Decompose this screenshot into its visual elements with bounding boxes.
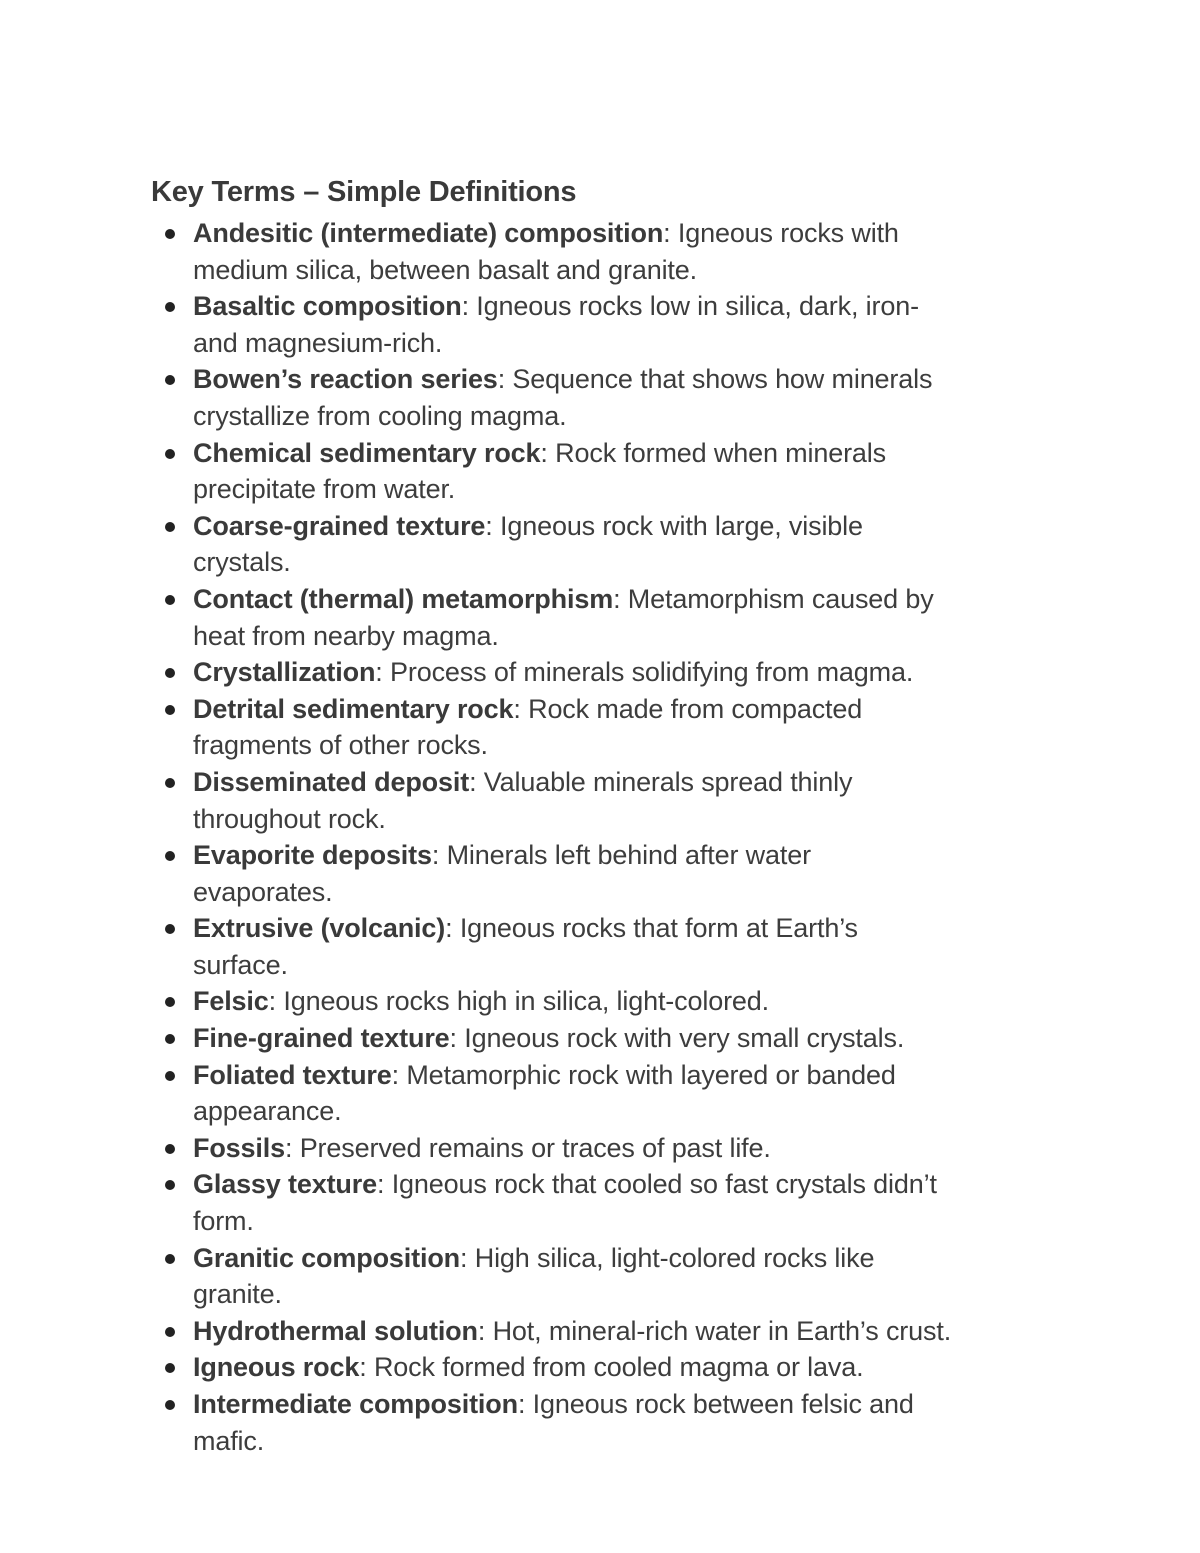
term-name: Foliated texture [193,1059,392,1090]
term-definition-continued: crystals. [193,547,291,578]
term-item [162,361,1062,434]
term-entry: Intermediate composition: Igneous rock between felsic and mafic. [193,1389,914,1456]
term-definition: Metamorphism caused by [627,583,934,614]
term-entry: Glassy texture: Igneous rock that cooled so fast crystals didn’t form. [193,1169,937,1237]
term-definition: Process of minerals solidifying from magma. [390,657,914,688]
bullet-icon [165,705,175,715]
term-entry: Contact (thermal) metamorphism: Metamorphism caused by heat from nearby magma. [193,583,934,651]
term-item [162,1386,1062,1459]
term-definition-continued: fragments of other rocks. [193,730,488,761]
term-definition: Preserved remains or traces of past life. [299,1132,771,1163]
term-definition-continued: form. [193,1206,254,1237]
term-definition-continued: mafic. [193,1425,265,1456]
term-name: Hydrothermal solution [193,1315,478,1346]
term-definition: Igneous rock with large, visible [500,510,863,541]
term-item [162,508,1062,581]
bullet-icon [165,778,175,788]
term-definition: Valuable minerals spread thinly [483,766,853,797]
term-definition: Igneous rock with very small crystals. [464,1023,905,1054]
term-item [162,581,1062,654]
bullet-icon [165,1327,175,1337]
term-definition: High silica, light-colored rocks like [474,1242,875,1273]
term-definition: Rock formed from cooled magma or lava. [373,1352,864,1383]
term-entry: Disseminated deposit: Valuable minerals spread thinly throughout rock. [193,766,853,834]
term-entry: Coarse-grained texture: Igneous rock with large, visible crystals. [193,510,863,578]
term-name: Felsic [193,986,269,1017]
bullet-icon [165,449,175,459]
term-definition: Igneous rock that cooled so fast crystals didn’t [391,1169,937,1200]
bullet-icon [165,375,175,385]
term-definition: Igneous rocks with [677,218,899,248]
term-name: Basaltic composition [193,291,462,322]
term-name: Intermediate composition [193,1389,518,1419]
bullet-icon [165,851,175,861]
term-name: Granitic composition [193,1242,461,1273]
term-definition-continued: medium silica, between basalt and granite. [193,254,697,285]
term-item [162,654,1062,691]
term-item [162,1020,1062,1057]
term-definition: Rock formed when minerals [555,437,887,468]
bullet-icon [165,924,175,934]
term-name: Evaporite deposits [193,840,432,871]
key-terms-list [162,215,1062,1459]
bullet-icon [165,229,175,239]
term-name: Disseminated deposit [193,766,470,797]
term-entry: Basaltic composition: Igneous rocks low in silica, dark, iron- and magnesium-rich. [193,291,919,358]
term-definition: Sequence that shows how minerals [512,364,933,395]
term-entry: Extrusive (volcanic): Igneous rocks that form at Earth’s surface. [193,913,858,980]
bullet-icon [165,302,175,312]
term-definition: Minerals left behind after water [446,840,811,871]
bullet-icon [165,1180,175,1190]
term-definition: Igneous rock between felsic and [532,1389,914,1419]
term-item [162,1349,1062,1386]
term-entry: Fossils: Preserved remains or traces of past life. [193,1132,771,1163]
term-item [162,435,1062,508]
term-definition-continued: crystallize from cooling magma. [193,400,567,431]
term-name: Fine-grained texture [193,1023,450,1054]
term-name: Fossils [193,1132,285,1163]
term-name: Andesitic (intermediate) composition [193,218,664,248]
term-definition-continued: throughout rock. [193,803,386,834]
term-item [162,288,1062,361]
term-definition: Metamorphic rock with layered or banded [406,1059,896,1090]
term-entry: Crystallization: Process of minerals solidifying from magma. [193,657,914,688]
term-entry: Evaporite deposits: Minerals left behind after water evaporates. [193,840,811,907]
bullet-icon [165,595,175,605]
term-name: Chemical sedimentary rock [193,437,541,468]
term-name: Contact (thermal) metamorphism [193,583,614,614]
term-entry: Chemical sedimentary rock: Rock formed when minerals precipitate from water. [193,437,887,505]
bullet-icon [165,1400,175,1410]
document-title: Key Terms – Simple Definitions [151,176,577,208]
term-entry: Bowen’s reaction series: Sequence that shows how minerals crystallize from cooling magma. [193,364,933,431]
term-definition-continued: evaporates. [193,876,333,907]
term-definition: Igneous rocks high in silica, light-colored. [283,986,770,1017]
term-definition: Hot, mineral-rich water in Earth’s crust. [492,1315,952,1346]
term-definition: Igneous rocks low in silica, dark, iron- [476,291,919,322]
term-item [162,1057,1062,1130]
term-item [162,691,1062,764]
bullet-icon [165,522,175,532]
term-name: Extrusive (volcanic) [193,913,446,944]
term-definition: Igneous rocks that form at Earth’s [459,913,858,944]
term-item [162,983,1062,1020]
term-entry: Andesitic (intermediate) composition: Igneous rocks with medium silica, between basalt and granite. [193,218,899,285]
term-item [162,910,1062,983]
term-name: Detrital sedimentary rock [193,693,514,724]
term-entry: Detrital sedimentary rock: Rock made from compacted fragments of other rocks. [193,693,863,761]
bullet-icon [165,1034,175,1044]
term-name: Glassy texture [193,1169,377,1200]
term-definition-continued: surface. [193,949,288,980]
term-definition-continued: precipitate from water. [193,474,456,505]
term-item [162,1313,1062,1350]
bullet-icon [165,1144,175,1154]
bullet-icon [165,997,175,1007]
term-entry: Granitic composition: High silica, light-colored rocks like granite. [193,1242,875,1310]
bullet-icon [165,1363,175,1373]
term-item [162,1130,1062,1167]
term-item [162,764,1062,837]
term-entry: Felsic: Igneous rocks high in silica, light-colored. [193,986,770,1017]
term-definition-continued: and magnesium-rich. [193,327,443,358]
term-entry: Hydrothermal solution: Hot, mineral-rich water in Earth’s crust. [193,1315,952,1346]
term-name: Crystallization [193,657,376,688]
term-name: Coarse-grained texture [193,510,486,541]
term-definition-continued: granite. [193,1279,282,1310]
term-item [162,837,1062,910]
term-definition: Rock made from compacted [528,693,863,724]
term-name: Bowen’s reaction series [193,364,498,395]
term-entry: Igneous rock: Rock formed from cooled magma or lava. [193,1352,864,1383]
bullet-icon [165,1071,175,1081]
term-item [162,1240,1062,1313]
bullet-icon [165,1254,175,1264]
bullet-icon [165,668,175,678]
term-entry: Foliated texture: Metamorphic rock with layered or banded appearance. [193,1059,896,1127]
term-item [162,215,1062,288]
term-entry: Fine-grained texture: Igneous rock with very small crystals. [193,1023,905,1054]
term-item [162,1166,1062,1239]
term-definition-continued: heat from nearby magma. [193,620,499,651]
term-name: Igneous rock [193,1352,360,1383]
term-definition-continued: appearance. [193,1096,342,1127]
